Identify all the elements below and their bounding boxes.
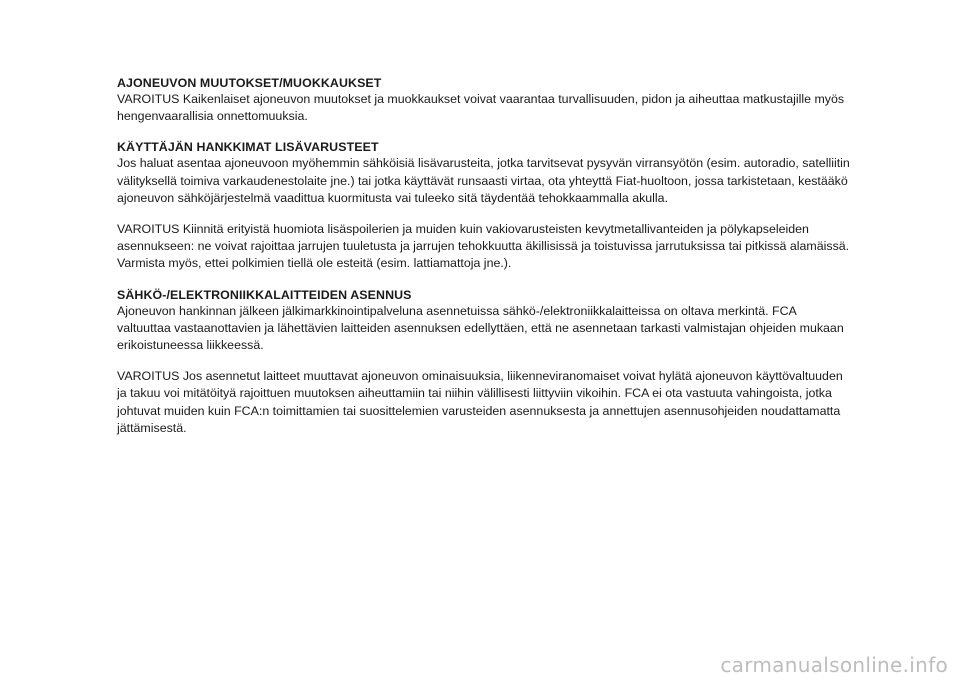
body-paragraph: Jos haluat asentaa ajoneuvoon myöhemmin sähköisiä lisävarusteita, jotka tarvitsevat pysyvän virransyötön (esim. autoradio, satelliitin välityksellä toimiva varkaudenestolaite jne.) tai jotka käyttävät runsaasti virtaa, ota yhteyttä Fiat-huoltoon, jossa tarkistetaan, kestääkö ajoneuvon sähköjärjestelmä vaadittua kuormitusta vai tuleeko sitä täydentää tehokkaammalla akulla. [117, 156, 850, 205]
body-paragraph: Ajoneuvon hankinnan jälkeen jälkimarkkinointipalveluna asennetuissa sähkö-/elektroniikkalaitteissa on oltava merkintä. FCA valtuuttaa vastaanottavien ja lähettävien laitteiden asennuksen edellyttäen, että ne asennetaan tarkasti valmistajan ohjeiden mukaan erikoistuneessa liikkeessä. [117, 303, 844, 353]
section-vehicle-modifications [117, 75, 852, 125]
section-heading: SÄHKÖ-/ELEKTRONIIKKALAITTEIDEN ASENNUS [117, 287, 412, 302]
section-electronics-installation [117, 287, 852, 437]
document-page [117, 75, 852, 449]
warning-paragraph: VAROITUS Jos asennetut laitteet muuttavat ajoneuvon ominaisuuksia, liikenneviranomaiset voivat hylätä ajoneuvon käyttövaltuuden ja takuu voi mitätöityä rajoittuen muutoksen aiheuttamiin tai niihin välillisesti liittyviin vikoihin. FCA ei ota vastuuta vahingoista, jotka johtuvat muiden kuin FCA:n toimittamien tai suosittelemien varusteiden asennuksesta ja annettujen asennusohjeiden noudattamatta jättämisestä. [117, 369, 843, 435]
warning-paragraph: VAROITUS Kaikenlaiset ajoneuvon muutokset ja muokkaukset voivat vaarantaa turvallisuuden, pidon ja aiheuttaa matkustajille myös hengenvaarallisia onnettomuuksia. [117, 92, 845, 124]
section-heading: KÄYTTÄJÄN HANKKIMAT LISÄVARUSTEET [117, 140, 379, 155]
section-heading: AJONEUVON MUUTOKSET/MUOKKAUKSET [117, 76, 382, 90]
section-user-accessories [117, 139, 852, 272]
warning-paragraph: VAROITUS Kiinnitä erityistä huomiota lisäspoilerien ja muiden kuin vakiovarusteisten kevytmetallivanteiden ja pölykapseleiden asennukseen: ne voivat rajoittaa jarrujen tuuletusta ja jarrujen tehokkuutta äkillisissä ja toistuvissa jarrutuksissa tai pitkissä alamäissä. Varmista myös, ettei polkimien tiellä ole esteitä (esim. lattiamattoja jne.). [117, 222, 850, 271]
watermark: carmanualsonline.info [720, 653, 948, 677]
